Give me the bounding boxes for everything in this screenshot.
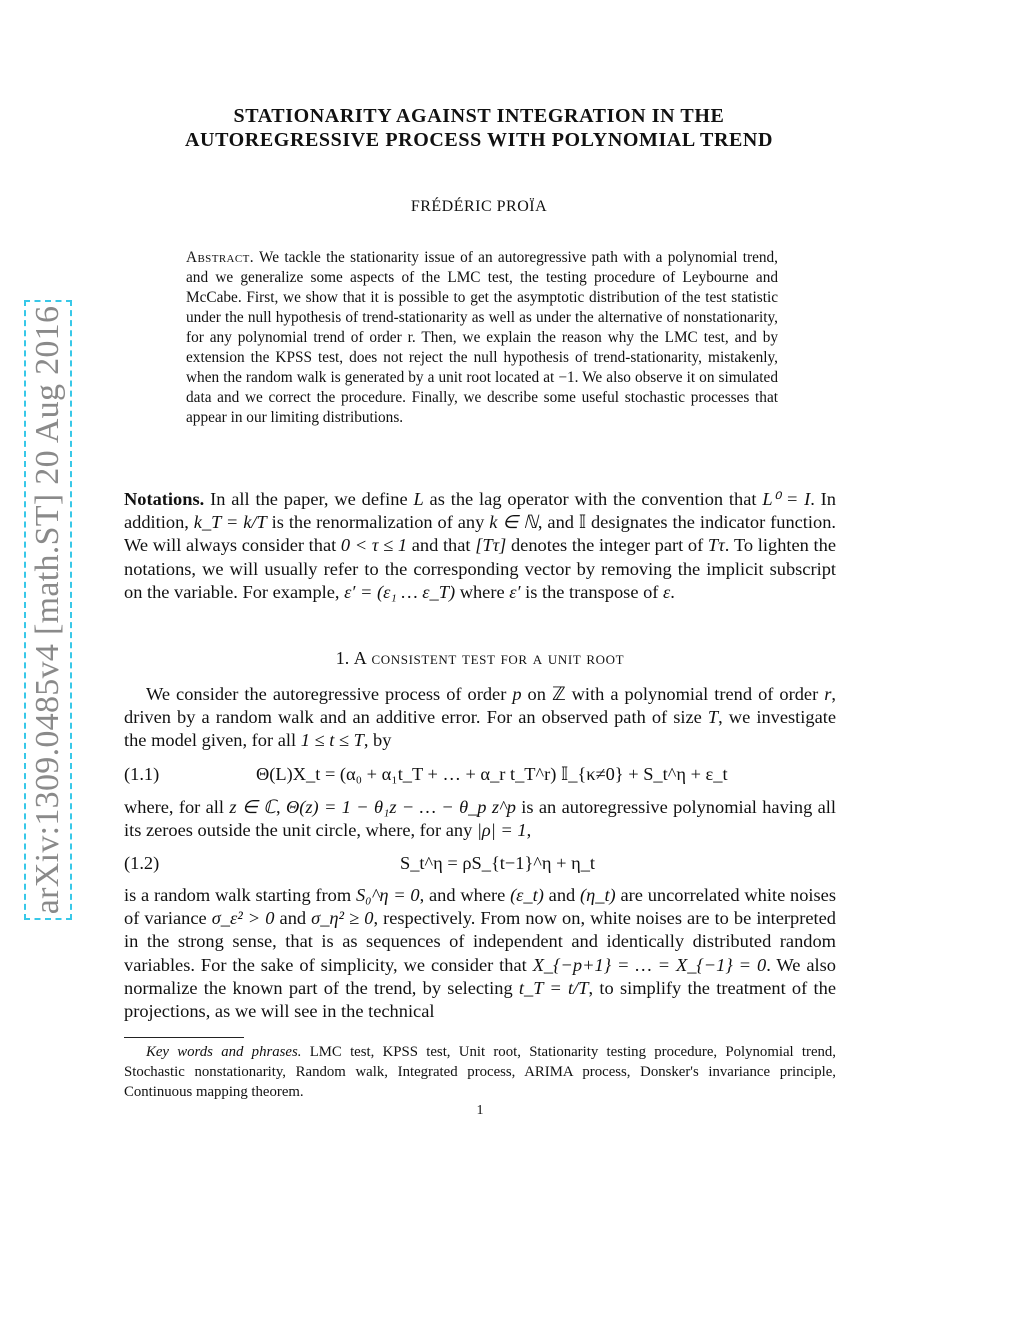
math-inline: k_T = k/T xyxy=(193,512,267,533)
body-text: and xyxy=(274,908,312,929)
body-text: , and where xyxy=(419,885,511,905)
body-text: , by xyxy=(363,730,392,751)
body-text: , xyxy=(526,820,532,841)
random-walk-paragraph xyxy=(124,884,836,1023)
math-inline: σ_η² ≥ 0 xyxy=(311,908,374,929)
math-inline: L xyxy=(413,489,424,509)
abstract xyxy=(186,248,778,428)
math-inline: |ρ| = 1 xyxy=(476,820,527,841)
notations-text: denotes the integer part of xyxy=(506,535,708,556)
math-inline: t_T = t/T xyxy=(518,977,589,998)
math-inline: 1 ≤ t ≤ T xyxy=(300,730,364,751)
polynomial-paragraph xyxy=(124,796,836,842)
math-inline: 0 < τ ≤ 1 xyxy=(340,535,408,556)
notations-text: is the renormalization of any xyxy=(266,512,490,533)
math-inline: z ∈ ℂ xyxy=(229,797,277,817)
section-heading xyxy=(124,648,836,669)
notations-paragraph xyxy=(124,488,836,604)
math-inline: T xyxy=(707,707,719,728)
body-text: and xyxy=(543,885,580,905)
notations-text: . To lighten the notations, we will usually refer to the corresponding vector by removing the implicit subscript on the variable. For example, xyxy=(124,535,836,602)
body-text: where, for all xyxy=(124,797,230,817)
math-inline: σ_ε² > 0 xyxy=(211,908,275,929)
footnote-text: LMC test, KPSS test, Unit root, Stationarity testing procedure, Polynomial trend, Stochastic nonstationarity, Random walk, Integrated process, ARIMA process, Donsker's invariance principle, Continuous mapping theorem. xyxy=(124,1044,837,1100)
body-text: , respectively. From now on, white noises are to be interpreted in the strong sense, that is as sequences of independent and identically distributed random variables. For the sake of simplicity, we consider that xyxy=(124,908,836,975)
notations-label: Notations. xyxy=(124,489,205,509)
arxiv-identifier: arXiv:1309.0485v4 [math.ST] 20 Aug 2016 xyxy=(29,305,66,915)
equation-1-2 xyxy=(124,853,836,879)
body-text: We consider the autoregressive process of order xyxy=(146,684,513,704)
notations-text: , and 𝕀 designates the indicator function. We will always consider that xyxy=(124,512,837,556)
math-inline: (η_t) xyxy=(580,885,616,905)
page-number: 1 xyxy=(476,1103,484,1118)
footnote-label: Key words and phrases. xyxy=(146,1044,302,1060)
body-text: is an autoregressive polynomial having all its zeroes outside the unit circle, where, for any xyxy=(124,797,836,841)
title-line-1: STATIONARITY AGAINST INTEGRATION IN THE xyxy=(233,105,725,127)
equation-number: (1.2) xyxy=(124,853,160,873)
notations-text: as the lag operator with the convention that xyxy=(423,489,763,509)
math-inline: r xyxy=(824,684,832,704)
body-text: . We also normalize the known part of the trend, by selecting xyxy=(124,954,836,998)
equation-body: Θ(L)X_t = (α₀ + α₁t_T + … + α_r t_T^r) 𝕀_{κ≠0} + S_t^η + ε_t xyxy=(256,764,728,784)
arxiv-stamp xyxy=(24,300,72,920)
abstract-label: Abstract. xyxy=(186,249,254,266)
math-inline: L⁰ = I xyxy=(762,489,811,509)
body-text: , we investigate the model given, for all xyxy=(124,707,836,751)
math-inline: p xyxy=(512,684,522,704)
math-inline: Tτ xyxy=(707,535,725,556)
notations-text: . xyxy=(670,581,675,602)
math-inline: ε xyxy=(663,581,671,602)
notations-text: In all the paper, we define xyxy=(210,489,414,509)
math-inline: k ∈ ℕ xyxy=(489,512,538,533)
notations-text: is the transpose of xyxy=(520,581,664,602)
body-text: are uncorrelated white noises of variance xyxy=(124,885,837,929)
math-inline: X_{−p+1} = … = X_{−1} = 0 xyxy=(532,954,767,975)
math-inline: ε′ xyxy=(509,581,521,602)
math-inline: Θ(z) = 1 − θ₁z − … − θ_p z^p xyxy=(285,797,516,817)
equation-body: S_t^η = ρS_{t−1}^η + η_t xyxy=(400,853,596,873)
footnote xyxy=(124,1042,836,1102)
title-line-2: AUTOREGRESSIVE PROCESS WITH POLYNOMIAL TREND xyxy=(184,129,774,151)
notations-text: where xyxy=(455,581,510,602)
math-inline: ε′ = (ε₁ … ε_T) xyxy=(344,581,456,602)
body-text: , driven by a random walk and an additive error. For an observed path of size xyxy=(124,684,836,728)
math-inline: S₀^η = 0 xyxy=(355,885,420,905)
equation-1-1 xyxy=(124,764,836,790)
body-text: is a random walk starting from xyxy=(124,885,356,905)
notations-text: and that xyxy=(407,535,476,556)
author-name: FRÉDÉRIC PROÏA xyxy=(410,198,548,215)
math-inline: [Tτ] xyxy=(475,535,507,556)
notations-text: . In addition, xyxy=(124,489,836,533)
math-inline: (ε_t) xyxy=(510,885,544,905)
body-text: , to simplify the treatment of the projections, as we will see in the technical xyxy=(124,977,836,1022)
abstract-text: We tackle the stationarity issue of an autoregressive path with a polynomial trend, and we generalize some aspects of the LMC test, the testing procedure of Leybourne and McCabe. First, we show that it is possible to get the asymptotic distribution of the test statistic under the null hypothesis of trend-stationarity as well as under the alternative of nonstationarity, for any polynomial trend of order r. Then, we explain the reason why the LMC test, and by extension the KPSS test, does not reject the null hypothesis of trend-stationarity, mistakenly, when the random walk is generated by a unit root located at −1. We also observe it on simulated data and we correct the procedure. Finally, we describe some useful stochastic processes that appear in our limiting distributions. xyxy=(186,249,778,426)
paper-title xyxy=(124,104,834,152)
footnote-rule xyxy=(124,1037,244,1038)
equation-number: (1.1) xyxy=(124,764,160,784)
body-text: on ℤ with a polynomial trend of order xyxy=(521,684,825,704)
body-text: , xyxy=(276,797,286,817)
section-title: A consistent test for a unit root xyxy=(353,648,625,668)
section-number: 1. xyxy=(335,648,350,668)
model-intro-paragraph xyxy=(124,683,836,753)
